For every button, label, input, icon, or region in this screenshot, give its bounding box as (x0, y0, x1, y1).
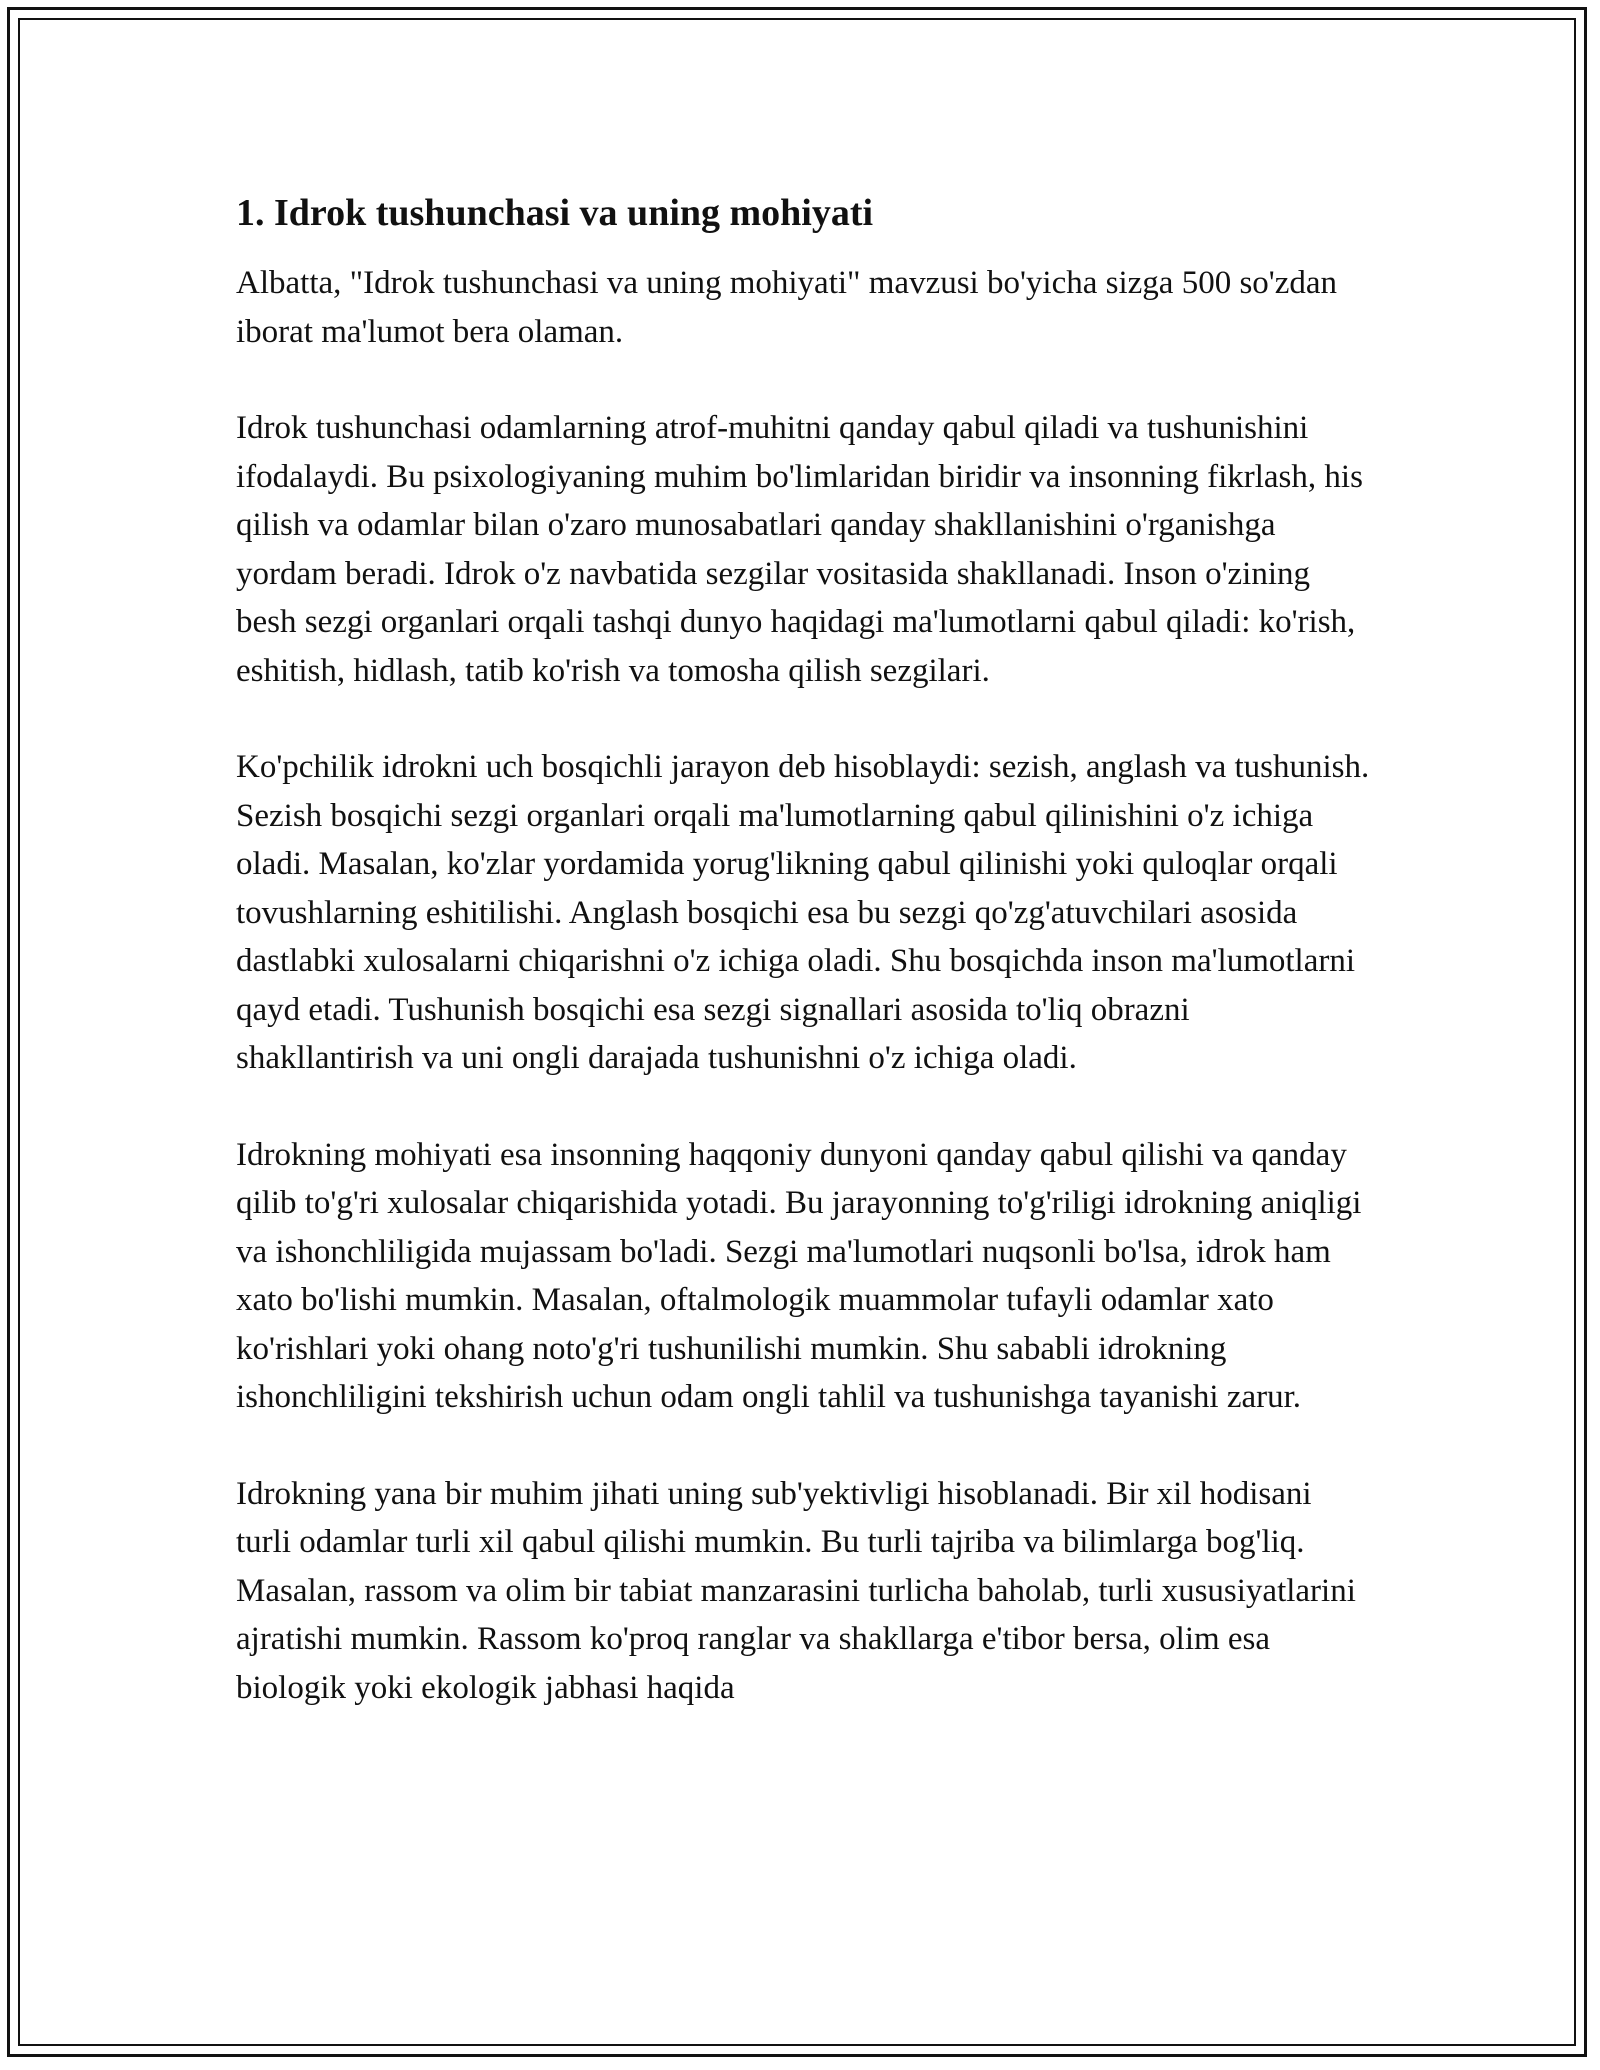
paragraph-intro: Albatta, "Idrok tushunchasi va uning mohiyati" mavzusi bo'yicha sizga 500 so'zdan iborat ma'lumot bera olaman. (236, 265, 1338, 350)
paragraph-definition: Idrok tushunchasi odamlarning atrof-muhitni qanday qabul qiladi va tushunishini ifodalaydi. Bu psixologiyaning muhim bo'limlaridan biridir va insonning fikrlash, his qilish va odamlar bilan o'zaro munosabatlari qanday shakllanishini o'rganishga yordam beradi. Idrok o'z navbatida sezgilar vositasida shakllanadi. Inson o'zining besh sezgi organlari orqali tashqi dunyo haqidagi ma'lumotlarni qabul qiladi: ko'rish, eshitish, hidlash, tatib ko'rish va tomosha qilish sezgilari. (236, 410, 1363, 689)
document-body (236, 188, 1370, 1712)
page-title: 1. Idrok tushunchasi va uning mohiyati (236, 192, 874, 234)
paragraph-stages: Ko'pchilik idrokni uch bosqichli jarayon deb hisoblaydi: sezish, anglash va tushunish. Sezish bosqichi sezgi organlari orqali ma'lumotlarning qabul qilinishini o'z ichiga oladi. Masalan, ko'zlar yordamida yorug'likning qabul qilinishi yoki quloqlar orqali tovushlarning eshitilishi. Anglash bosqichi esa bu sezgi qo'zg'atuvchilari asosida dastlabki xulosalarni chiqarishni o'z ichiga oladi. Shu bosqichda inson ma'lumotlarni qayd etadi. Tushunish bosqichi esa sezgi signallari asosida to'liq obrazni shakllantirish va uni ongli darajada tushunishni o'z ichiga oladi. (236, 749, 1370, 1076)
paragraph-subjectivity: Idrokning yana bir muhim jihati uning sub'yektivligi hisoblanadi. Bir xil hodisani turli odamlar turli xil qabul qilishi mumkin. Bu turli tajriba va bilimlarga bog'liq. Masalan, rassom va olim bir tabiat manzarasini turlicha baholab, turli xususiyatlarini ajratishi mumkin. Rassom ko'proq ranglar va shakllarga e'tibor bersa, olim esa biologik yoki ekologik jabhasi haqida (236, 1475, 1356, 1706)
paragraph-essence: Idrokning mohiyati esa insonning haqqoniy dunyoni qanday qabul qilishi va qanday qilib to'g'ri xulosalar chiqarishida yotadi. Bu jarayonning to'g'riligi idrokning aniqligi va ishonchliligida mujassam bo'ladi. Sezgi ma'lumotlari nuqsonli bo'lsa, idrok ham xato bo'lishi mumkin. Masalan, oftalmologik muammolar tufayli odamlar xato ko'rishlari yoki ohang noto'g'ri tushunilishi mumkin. Shu sababli idrokning ishonchliligini tekshirish uchun odam ongli tahlil va tushunishga tayanishi zarur. (236, 1136, 1362, 1415)
